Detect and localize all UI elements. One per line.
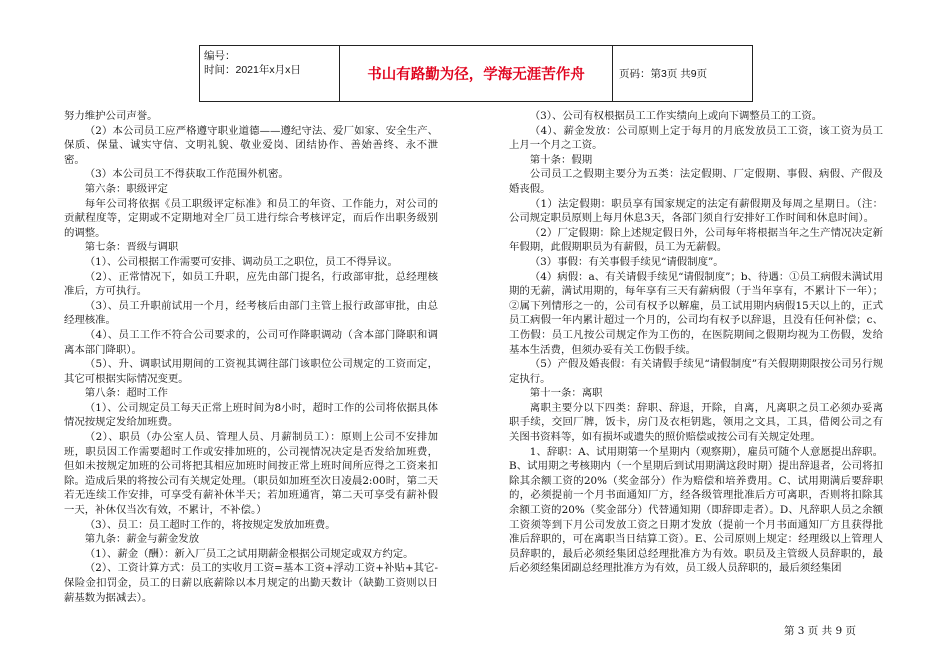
- paragraph: 第八条：超时工作: [84, 387, 168, 400]
- paragraph: （2）、职员（办公室人员、管理人员、月薪制员工）：原则上公司不安排加班，职员因工作需要超时工作或安排加班的，公司视情况决定是否发给加班费，但如未按规定加班的公司将把其相应加班时间按正常上班时间所应得之工资来扣除。造成后果的将按公司有关规定处理。（职员如加班至次日凌晨2:00时，第二天若无连续工作安排，可享受有薪补休半天；若加班通宵，第二天可享受有薪补假一天，补休仅当次有效，不累计，不补偿。）: [64, 431, 438, 517]
- page-footer: 第 3 页 共 9 页: [783, 625, 856, 637]
- paragraph: （1）、薪金（酬）：新入厂员工之试用期薪金根据公司规定或双方约定。: [84, 547, 414, 560]
- paragraph: 第十一条：离职: [529, 387, 603, 400]
- paragraph: 努力维护公司声誉。: [64, 110, 158, 122]
- paragraph: （3）事假：有关事假手续见“请假制度”。: [529, 255, 724, 268]
- paragraph: 第六条：职级评定: [84, 182, 168, 195]
- paragraph: （4）病假：a、有关请假手续见“请假制度”；b、待遇：①员工病假未满试用期的无薪，满试用期的，每年享有三天有薪病假（于当年享有，不累计下一年）；②属下列情形之一的，公司有权予以解雇，员工试用期内病假15天以上的，正式员工病假一年内累计超过一个月的，公司均有权予以辞退，且没有任何补偿；c、工伤假：员工凡按公司规定作为工伤的，在医院期间之假期均视为工伤假，发给基本生活费，但须办妥有关工伤假手续。: [509, 270, 883, 356]
- paragraph: 第九条：薪金与薪金发放: [84, 533, 200, 546]
- paragraph: （4）、薪金发放：公司原则上定于每月的月底发放员工工资，该工资为员工上月一个月之工资。: [509, 124, 883, 152]
- document-number-label: 编号：: [204, 50, 236, 62]
- paragraph: （4）、员工工作不符合公司要求的，公司可作降职调动（含本部门降职和调离本部门降职）。: [64, 328, 438, 356]
- paragraph: 离职主要分以下四类：辞职、辞退，开除，自离，凡离职之员工必须办妥离职手续，交回厂牌，饭卡，房门及衣柜钥匙，领用之文具，工具，借阅公司之有关图书资料等，如有损坏或遗失的照价赔偿或按公司有关规定处理。: [509, 401, 883, 444]
- paragraph: （5）产假及婚丧假：有关请假手续见“请假制度”有关假期期限按公司另行规定执行。: [509, 358, 883, 385]
- paragraph: 第十条：假期: [529, 153, 593, 166]
- paragraph: （3）、公司有权根据员工工作实绩向上或向下调整员工的工资。: [529, 110, 823, 122]
- paragraph: （1）、公司根据工作需要可安排、调动员工之职位，员工不得异议。: [84, 255, 398, 268]
- paragraph: 1、辞职：A、试用期第一个星期内（观察期），雇员可随个人意愿提出辞职。B、试用期之考核期内（一个星期后到试用期满这段时期）提出辞退者，公司将扣除其余额工资的20%（奖金部分）作为赔偿和培养费用。C、试用期满后要辞职的，必须提前一个月书面通知厂方，经各级管理批准后方可离职，否则将扣除其余额工资的20%（奖金部分）代替通知期（即辞即走者）。D、凡辞职人员之余额工资须等到下月公司发放工资之日期才发放（提前一个月书面通知厂方且获得批准后辞职的，可在离职当日结算工资）。E、公司原则上规定：经理级以上管理人员辞职的，最后必须经集团总经理批准方为有效。职员及主管级人员辞职的，最后必须经集团副总经理批准方为有效，员工级人员辞职的，最后须经集团: [509, 445, 883, 575]
- paragraph: （1）、公司规定员工每天正常上班时间为8小时，超时工作的公司将依据具体情况按规定发给加班费。: [64, 401, 438, 429]
- paragraph: 第七条：晋级与调职: [84, 241, 179, 254]
- left-text-column: [64, 109, 438, 605]
- document-time-label: 时间：2021年x月x日: [204, 64, 301, 76]
- paragraph: 每年公司将依据《员工职级评定标准》和员工的年资、工作能力，对公司的贡献程度等，定期或不定期地对全厂员工进行综合考核评定，而后作出职务级别的调整。: [64, 197, 438, 239]
- paragraph: （1）法定假期：职员享有国家规定的法定有薪假期及每周之星期日。（注：公司规定职员原则上每月休息3天，各部门须自行安排好工作时间和休息时间）。: [509, 197, 883, 225]
- paragraph: （2）、正常情况下，如员工升职，应先由部门提名，行政部审批，总经理核准后，方可执行。: [64, 270, 438, 298]
- paragraph: 公司员工之假期主要分为五类：法定假期、厂定假期、事假、病假、产假及婚丧假。: [509, 168, 883, 195]
- paragraph: （3）本公司员工不得获取工作范围外机密。: [84, 168, 289, 181]
- header-slogan: 书山有路勤为径，学海无涯苦作舟: [340, 46, 613, 101]
- header-meta: [200, 46, 340, 101]
- paragraph: （2）、工资计算方式：员工的实收月工资=基本工资+浮动工资+补贴+其它-保险金扣罚金，员工的日薪以底薪除以本月规定的出勤天数计（缺勤工资则以日薪基数为据减去）。: [64, 562, 438, 604]
- paragraph: （3）、员工升职前试用一个月，经考核后由部门主管上报行政部审批，由总经理核准。: [64, 299, 438, 327]
- page-header: [199, 45, 753, 102]
- paragraph: （2）本公司员工应严格遵守职业道德——遵纪守法、爱厂如家、安全生产、保质、保量、诚实守信、文明礼貌、敬业爱岗、团结协作、善始善终、永不泄密。: [64, 124, 438, 166]
- paragraph: （2）厂定假期：除上述规定假日外，公司每年将根据当年之生产情况决定新年假期，此假期职员为有薪假，员工为无薪假。: [509, 226, 883, 254]
- paragraph: （5）、升、调职试用期间的工资视其调往部门该职位公司规定的工资而定，其它可根据实际情况变更。: [64, 358, 438, 385]
- paragraph: （3）、员工：员工超时工作的，将按规定发放加班费。: [84, 518, 336, 531]
- header-page-info: 页码：第3页 共9页: [619, 68, 708, 80]
- right-text-column: [509, 109, 883, 576]
